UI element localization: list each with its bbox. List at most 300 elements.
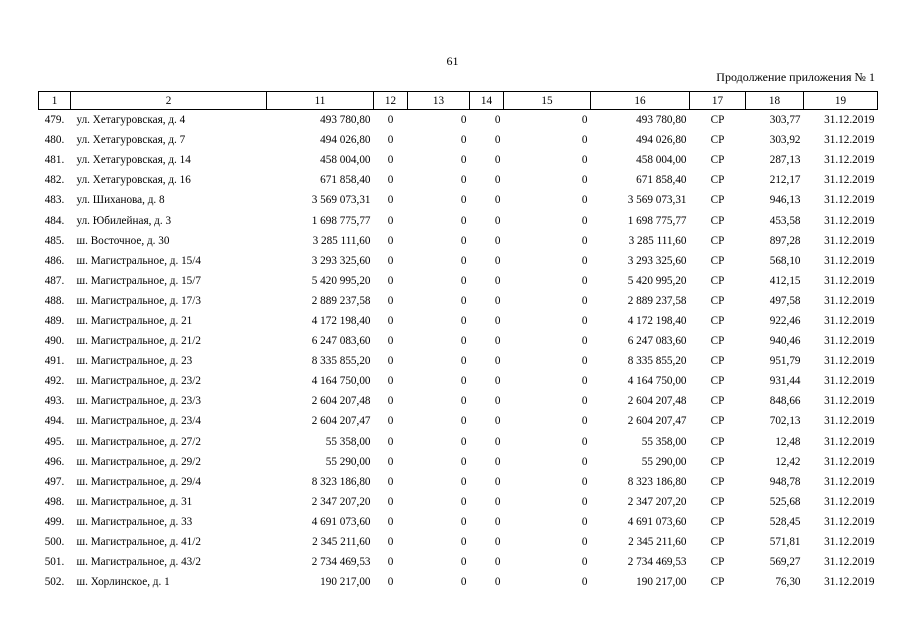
table-cell: 2 734 469,53	[311, 556, 371, 569]
table-cell: 848,66	[769, 395, 801, 408]
table-cell: 3 285 111,60	[312, 234, 371, 247]
table-cell: 31.12.2019	[824, 556, 875, 569]
table-cell: 0	[494, 294, 501, 307]
table-cell: 0	[581, 114, 588, 127]
table-cell: СР	[710, 214, 725, 227]
table-cell: 528,45	[769, 515, 801, 528]
table-cell: 4 172 198,40	[627, 314, 687, 327]
table-cell: 0	[494, 415, 501, 428]
table-cell: 0	[581, 375, 588, 388]
table-cell: 31.12.2019	[824, 415, 875, 428]
table-cell: 55 358,00	[325, 435, 371, 448]
table-cell: 0	[581, 495, 588, 508]
table-cell: 6 247 083,60	[627, 335, 687, 348]
table-cell: 0	[494, 475, 501, 488]
table-cell: 494 026,80	[320, 134, 371, 147]
table-cell: 0	[494, 274, 501, 287]
table-cell: 0	[460, 114, 467, 127]
table-cell: 0	[460, 455, 467, 468]
table-cell: 0	[387, 174, 394, 187]
table-cell: ул. Хетагуровская, д. 14	[76, 154, 191, 167]
table-cell: ул. Шиханова, д. 8	[76, 194, 165, 207]
table-cell: 0	[494, 556, 501, 569]
table-cell: 4 164 750,00	[311, 375, 371, 388]
table-cell: 0	[460, 274, 467, 287]
table-cell: СР	[710, 576, 725, 589]
table-cell: 0	[581, 455, 588, 468]
table-row	[39, 432, 878, 452]
table-cell: 8 335 855,20	[311, 355, 371, 368]
table-cell: 0	[387, 576, 394, 589]
col-header: 1	[39, 92, 71, 110]
table-cell: 3 569 073,31	[311, 194, 371, 207]
table-cell: 31.12.2019	[824, 174, 875, 187]
table-cell: 0	[387, 335, 394, 348]
table-cell: 0	[387, 314, 394, 327]
table-cell: 497,58	[769, 294, 801, 307]
table-cell: 2 347 207,20	[311, 495, 371, 508]
table-cell: 0	[494, 495, 501, 508]
table-cell: 31.12.2019	[824, 154, 875, 167]
table-cell: 303,77	[769, 114, 801, 127]
table-cell: 490.	[44, 335, 65, 348]
table-cell: 0	[494, 375, 501, 388]
table-cell: 31.12.2019	[824, 254, 875, 267]
table-cell: 0	[494, 194, 501, 207]
table-cell: 922,46	[769, 314, 801, 327]
table-cell: 482.	[44, 174, 65, 187]
table-cell: СР	[710, 194, 725, 207]
table-row	[39, 130, 878, 150]
table-row	[39, 492, 878, 512]
table-cell: ш. Магистральное, д. 21/2	[76, 335, 201, 348]
table-cell: 2 604 207,48	[311, 395, 371, 408]
table-cell: ш. Магистральное, д. 43/2	[76, 556, 201, 569]
table-cell: 0	[494, 536, 501, 549]
table-cell: 0	[387, 114, 394, 127]
table-cell: 0	[460, 435, 467, 448]
table-cell: 2 604 207,47	[311, 415, 371, 428]
table-cell: 31.12.2019	[824, 435, 875, 448]
table-row	[39, 231, 878, 251]
table-cell: 212,17	[769, 174, 801, 187]
table-cell: 31.12.2019	[824, 194, 875, 207]
table-cell: 931,44	[769, 375, 801, 388]
table-cell: 485.	[44, 234, 65, 247]
table-cell: ул. Хетагуровская, д. 4	[76, 114, 186, 127]
table-cell: 486.	[44, 254, 65, 267]
page-number: 61	[446, 54, 459, 68]
table-cell: ш. Магистральное, д. 23/4	[76, 415, 201, 428]
table-cell: 0	[460, 214, 467, 227]
table-cell: 0	[581, 415, 588, 428]
table-row	[39, 251, 878, 271]
table-cell: 0	[581, 355, 588, 368]
table-cell: 0	[581, 294, 588, 307]
table-cell: 0	[494, 576, 501, 589]
table-cell: 0	[387, 194, 394, 207]
table-cell: 0	[460, 174, 467, 187]
table-cell: СР	[710, 254, 725, 267]
table-cell: 497.	[44, 475, 65, 488]
table-row	[39, 411, 878, 431]
table-cell: 31.12.2019	[824, 134, 875, 147]
table-cell: 0	[494, 395, 501, 408]
table-cell: 55 290,00	[641, 455, 687, 468]
table-cell: 0	[494, 435, 501, 448]
table-cell: 31.12.2019	[824, 515, 875, 528]
table-cell: 948,78	[769, 475, 801, 488]
table-cell: ш. Магистральное, д. 29/4	[76, 475, 201, 488]
table-cell: 0	[460, 395, 467, 408]
table-cell: 495.	[44, 435, 65, 448]
table-cell: 0	[460, 234, 467, 247]
table-cell: СР	[710, 515, 725, 528]
table-cell: СР	[710, 114, 725, 127]
table-cell: 0	[581, 154, 588, 167]
table-row	[39, 572, 878, 592]
table-cell: 0	[460, 154, 467, 167]
col-header: 13	[408, 92, 470, 110]
table-cell: ш. Магистральное, д. 31	[76, 495, 193, 508]
table-cell: 0	[494, 134, 501, 147]
table-cell: 488.	[44, 294, 65, 307]
table-cell: 0	[387, 254, 394, 267]
table-cell: ул. Хетагуровская, д. 7	[76, 134, 186, 147]
table-row	[39, 371, 878, 391]
table-row	[39, 190, 878, 210]
table-cell: 0	[387, 455, 394, 468]
table-cell: 0	[581, 194, 588, 207]
table-cell: 0	[460, 415, 467, 428]
continuation-label: Продолжение приложения № 1	[716, 70, 875, 84]
table-cell: 0	[387, 375, 394, 388]
table-cell: 0	[387, 515, 394, 528]
table-cell: 0	[387, 395, 394, 408]
table-cell: 6 247 083,60	[311, 335, 371, 348]
table-cell: 481.	[44, 154, 65, 167]
table-cell: 8 323 186,80	[627, 475, 687, 488]
table-row	[39, 351, 878, 371]
table-row	[39, 452, 878, 472]
table-row	[39, 532, 878, 552]
table-cell: 0	[581, 274, 588, 287]
table-cell: 0	[387, 154, 394, 167]
table-row	[39, 552, 878, 572]
table-cell: 569,27	[769, 556, 801, 569]
table-cell: СР	[710, 134, 725, 147]
table-cell: 31.12.2019	[824, 455, 875, 468]
table-cell: 897,28	[769, 234, 801, 247]
table-cell: 0	[387, 435, 394, 448]
table-row	[39, 150, 878, 170]
table-cell: 0	[460, 475, 467, 488]
table-cell: СР	[710, 475, 725, 488]
table-cell: 0	[460, 134, 467, 147]
table-cell: СР	[710, 375, 725, 388]
table-cell: 31.12.2019	[824, 375, 875, 388]
table-cell: ш. Магистральное, д. 17/3	[76, 294, 201, 307]
table-cell: 0	[387, 234, 394, 247]
col-header: 2	[71, 92, 267, 110]
table-cell: 0	[581, 515, 588, 528]
table-cell: 480.	[44, 134, 65, 147]
table-cell: СР	[710, 455, 725, 468]
table-cell: СР	[710, 314, 725, 327]
table-cell: 489.	[44, 314, 65, 327]
table-cell: СР	[710, 495, 725, 508]
table-cell: 0	[581, 556, 588, 569]
table-cell: 0	[494, 174, 501, 187]
table-cell: ш. Магистральное, д. 15/7	[76, 274, 201, 287]
col-header: 14	[470, 92, 504, 110]
table-cell: 491.	[44, 355, 65, 368]
table-cell: 0	[460, 194, 467, 207]
table-cell: 568,10	[769, 254, 801, 267]
table-cell: 0	[494, 515, 501, 528]
table-cell: 303,92	[769, 134, 801, 147]
table-row	[39, 311, 878, 331]
table-cell: ш. Магистральное, д. 29/2	[76, 455, 201, 468]
table-cell: 493.	[44, 395, 65, 408]
table-cell: 498.	[44, 495, 65, 508]
table-cell: 4 172 198,40	[311, 314, 371, 327]
table-cell: 453,58	[769, 214, 801, 227]
table-cell: 671 858,40	[320, 174, 371, 187]
table-cell: 0	[460, 515, 467, 528]
table-row	[39, 170, 878, 190]
table-cell: ш. Магистральное, д. 27/2	[76, 435, 201, 448]
table-cell: 0	[494, 335, 501, 348]
table-cell: 0	[387, 274, 394, 287]
col-header: 11	[267, 92, 374, 110]
table-cell: 31.12.2019	[824, 214, 875, 227]
table-cell: 31.12.2019	[824, 475, 875, 488]
table-cell: 484.	[44, 214, 65, 227]
table-cell: 671 858,40	[636, 174, 687, 187]
table-cell: 0	[387, 495, 394, 508]
table-cell: 951,79	[769, 355, 801, 368]
table-cell: 458 004,00	[320, 154, 371, 167]
table-cell: 0	[460, 294, 467, 307]
table-cell: 2 604 207,47	[627, 415, 687, 428]
header-row	[39, 92, 878, 110]
table-cell: СР	[710, 154, 725, 167]
table-cell: 31.12.2019	[824, 294, 875, 307]
table-cell: ул. Хетагуровская, д. 16	[76, 174, 191, 187]
table-cell: 0	[460, 335, 467, 348]
table-cell: 31.12.2019	[824, 355, 875, 368]
table-cell: 492.	[44, 375, 65, 388]
table-cell: 571,81	[769, 536, 801, 549]
table-cell: 31.12.2019	[824, 335, 875, 348]
table-cell: 499.	[44, 515, 65, 528]
table-cell: 2 345 211,60	[312, 536, 371, 549]
table-cell: СР	[710, 355, 725, 368]
table-cell: СР	[710, 274, 725, 287]
table-cell: 0	[581, 254, 588, 267]
table-cell: 4 691 073,60	[627, 515, 687, 528]
table-cell: 2 889 237,58	[627, 294, 687, 307]
table-cell: 502.	[44, 576, 65, 589]
table-cell: 31.12.2019	[824, 314, 875, 327]
table-cell: 8 335 855,20	[627, 355, 687, 368]
table-cell: 4 691 073,60	[311, 515, 371, 528]
table-cell: 1 698 775,77	[311, 214, 371, 227]
table-cell: ш. Магистральное, д. 23/3	[76, 395, 201, 408]
table-cell: 0	[387, 294, 394, 307]
data-table	[38, 91, 878, 592]
table-cell: 0	[494, 355, 501, 368]
table-cell: ш. Магистральное, д. 15/4	[76, 254, 201, 267]
table-cell: 458 004,00	[636, 154, 687, 167]
table-cell: ш. Магистральное, д. 41/2	[76, 536, 201, 549]
table-cell: 0	[581, 335, 588, 348]
table-cell: 0	[581, 134, 588, 147]
table-cell: 496.	[44, 455, 65, 468]
table-cell: ш. Магистральное, д. 33	[76, 515, 193, 528]
table-cell: 487.	[44, 274, 65, 287]
table-cell: 483.	[44, 194, 65, 207]
table-cell: 479.	[44, 114, 65, 127]
table-cell: 5 420 995,20	[627, 274, 687, 287]
table-cell: 1 698 775,77	[627, 214, 687, 227]
table-cell: ш. Магистральное, д. 21	[76, 314, 193, 327]
table-cell: 494 026,80	[636, 134, 687, 147]
table-cell: 0	[581, 174, 588, 187]
table-cell: 494.	[44, 415, 65, 428]
table-cell: 0	[387, 214, 394, 227]
table-row	[39, 391, 878, 411]
table-cell: 287,13	[769, 154, 801, 167]
table-cell: СР	[710, 294, 725, 307]
table-cell: 0	[494, 214, 501, 227]
table-cell: 0	[460, 355, 467, 368]
table-cell: 4 164 750,00	[627, 375, 687, 388]
table-cell: СР	[710, 435, 725, 448]
table-cell: 525,68	[769, 495, 801, 508]
table-cell: 0	[494, 234, 501, 247]
table-cell: 0	[387, 134, 394, 147]
col-header: 15	[504, 92, 591, 110]
table-cell: 3 293 325,60	[627, 254, 687, 267]
table-cell: 493 780,80	[636, 114, 687, 127]
table-cell: 3 569 073,31	[627, 194, 687, 207]
table-cell: СР	[710, 234, 725, 247]
table-cell: 0	[387, 556, 394, 569]
table-cell: 0	[460, 536, 467, 549]
table-cell: 0	[581, 395, 588, 408]
table-cell: 5 420 995,20	[311, 274, 371, 287]
table-cell: 0	[581, 214, 588, 227]
table-cell: 501.	[44, 556, 65, 569]
table-cell: 31.12.2019	[824, 114, 875, 127]
col-header: 12	[374, 92, 408, 110]
table-row	[39, 291, 878, 311]
table-cell: 0	[460, 576, 467, 589]
table-cell: 2 889 237,58	[311, 294, 371, 307]
table-cell: 76,30	[775, 576, 801, 589]
table-cell: 8 323 186,80	[311, 475, 371, 488]
table-cell: 190 217,00	[636, 576, 687, 589]
table-cell: 0	[581, 475, 588, 488]
table-cell: 31.12.2019	[824, 576, 875, 589]
col-header: 19	[804, 92, 878, 110]
table-cell: 31.12.2019	[824, 536, 875, 549]
table-cell: 500.	[44, 536, 65, 549]
table-cell: 946,13	[769, 194, 801, 207]
table-cell: 0	[494, 455, 501, 468]
table-cell: 0	[581, 435, 588, 448]
table-cell: 940,46	[769, 335, 801, 348]
table-row	[39, 331, 878, 351]
table-cell: 31.12.2019	[824, 495, 875, 508]
col-header: 17	[690, 92, 746, 110]
table-cell: СР	[710, 335, 725, 348]
table-cell: 12,48	[775, 435, 801, 448]
table-cell: 0	[581, 576, 588, 589]
table-cell: 0	[387, 475, 394, 488]
table-cell: СР	[710, 415, 725, 428]
table-cell: 0	[581, 536, 588, 549]
table-cell: 0	[581, 234, 588, 247]
table-cell: 2 734 469,53	[627, 556, 687, 569]
table-cell: ш. Хорлинское, д. 1	[76, 576, 170, 589]
table-row	[39, 210, 878, 230]
table-cell: 0	[460, 556, 467, 569]
table-cell: 0	[387, 536, 394, 549]
table-cell: 0	[460, 254, 467, 267]
table-cell: 0	[460, 375, 467, 388]
table-cell: 702,13	[769, 415, 801, 428]
table-cell: 412,15	[769, 274, 801, 287]
table-cell: 2 604 207,48	[627, 395, 687, 408]
table-cell: 0	[387, 355, 394, 368]
table-cell: СР	[710, 556, 725, 569]
table-cell: 493 780,80	[320, 114, 371, 127]
table-cell: 0	[494, 114, 501, 127]
table-cell: 3 285 111,60	[628, 234, 687, 247]
table-cell: 3 293 325,60	[311, 254, 371, 267]
table-cell: 0	[460, 314, 467, 327]
table-row	[39, 271, 878, 291]
table-cell: ш. Магистральное, д. 23/2	[76, 375, 201, 388]
table-cell: ул. Юбилейная, д. 3	[76, 214, 172, 227]
table-cell: 0	[387, 415, 394, 428]
table-cell: 0	[460, 495, 467, 508]
table-row	[39, 110, 878, 131]
table-cell: 12,42	[775, 455, 801, 468]
table-cell: 2 345 211,60	[628, 536, 687, 549]
table-cell: СР	[710, 536, 725, 549]
table-cell: 55 358,00	[641, 435, 687, 448]
table-cell: 0	[494, 254, 501, 267]
table-row	[39, 472, 878, 492]
col-header: 16	[591, 92, 690, 110]
table-cell: 31.12.2019	[824, 234, 875, 247]
table-cell: 31.12.2019	[824, 395, 875, 408]
table-cell: 31.12.2019	[824, 274, 875, 287]
table-cell: 2 347 207,20	[627, 495, 687, 508]
table-cell: 0	[494, 154, 501, 167]
table-cell: 55 290,00	[325, 455, 371, 468]
table-cell: СР	[710, 174, 725, 187]
table-cell: СР	[710, 395, 725, 408]
table-cell: ш. Магистральное, д. 23	[76, 355, 193, 368]
table-cell: 190 217,00	[320, 576, 371, 589]
table-row	[39, 512, 878, 532]
table-cell: 0	[581, 314, 588, 327]
